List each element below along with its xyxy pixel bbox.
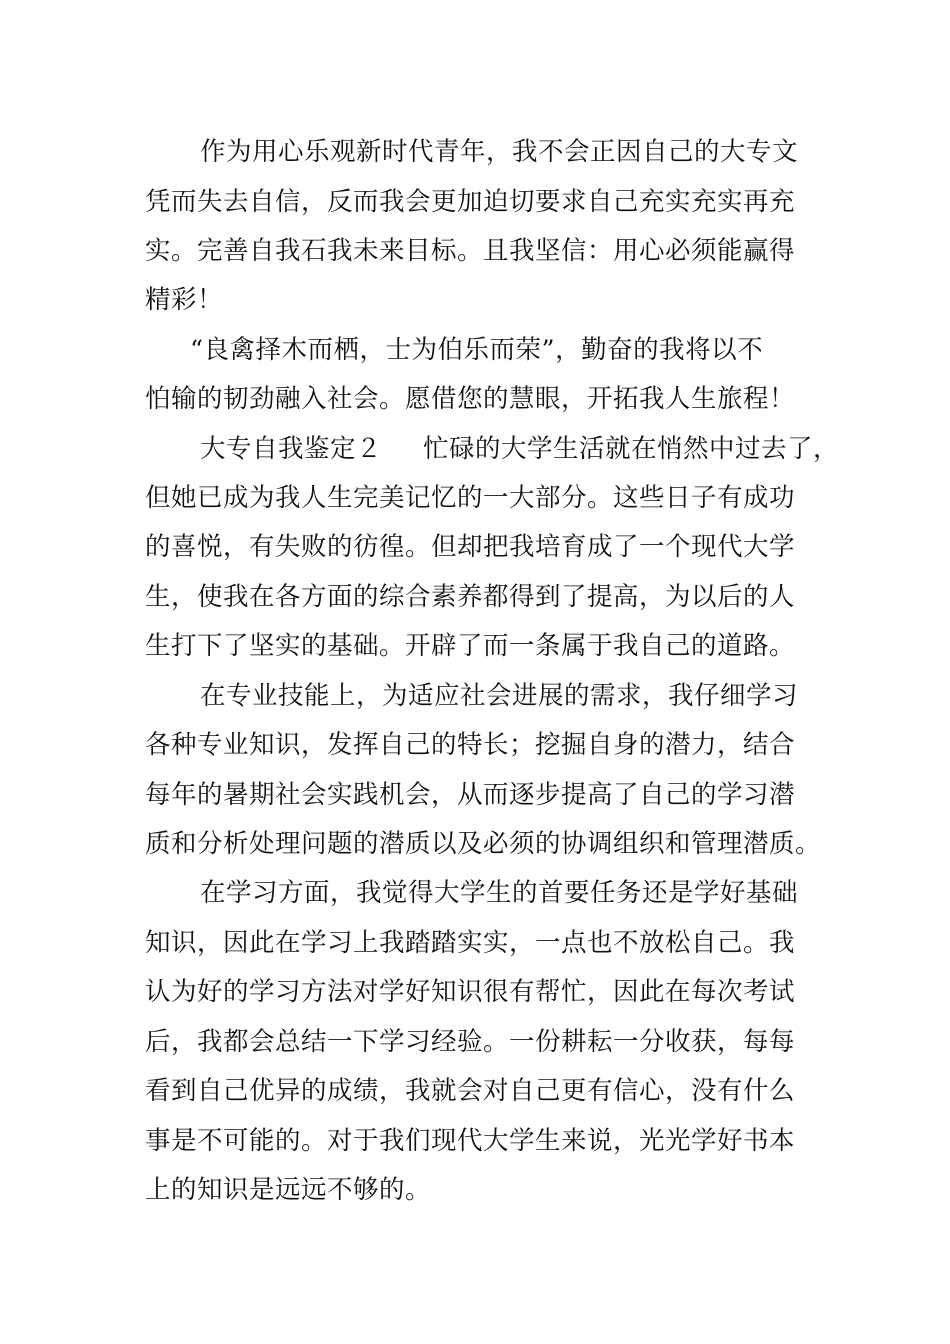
paragraph-5-line-5: 看到自己优异的成绩，我就会对自己更有信心，没有什么 — [145, 1076, 796, 1106]
paragraph-4-line-3: 每年的暑期社会实践机会，从而逐步提高了自己的学习潜 — [145, 780, 796, 810]
paragraph-5-line-7: 上的知识是远远不够的。 — [145, 1175, 432, 1205]
paragraph-1-line-2: 凭而失去自信，反而我会更加迫切要求自己充实充实再充 — [145, 187, 796, 217]
paragraph-2-line-1: “良禽择木而栖，士为伯乐而荣”，勤奋的我将以不 — [190, 335, 764, 365]
paragraph-5-line-6: 事是不可能的。对于我们现代大学生来说，光光学好书本 — [145, 1126, 796, 1156]
paragraph-5-line-4: 后，我都会总结一下学习经验。一份耕耘一分收获，每每 — [145, 1027, 796, 1057]
paragraph-3-line-1 — [200, 429, 920, 469]
paragraph-3-line-3: 的喜悦，有失败的彷徨。但却把我培育成了一个现代大学 — [145, 532, 796, 562]
paragraph-2-line-2: 怕输的韧劲融入社会。愿借您的慧眼，开拓我人生旅程！ — [145, 384, 796, 414]
paragraph-5-line-2: 知识，因此在学习上我踏踏实实，一点也不放松自己。我 — [145, 928, 796, 958]
paragraph-3-line-5: 生打下了坚实的基础。开辟了而一条属于我自己的道路。 — [145, 631, 796, 661]
paragraph-4-line-4: 质和分析处理问题的潜质以及必须的协调组织和管理潜质。 — [145, 829, 822, 859]
paragraph-3-line-2: 但她已成为我人生完美记忆的一大部分。这些日子有成功 — [145, 483, 796, 513]
paragraph-3-line-4: 生，使我在各方面的综合素养都得到了提高，为以后的人 — [145, 582, 796, 612]
paragraph-5-line-1: 在学习方面，我觉得大学生的首要任务还是学好基础 — [200, 878, 799, 908]
paragraph-3-line-1-text: 忙碌的大学生活就在悄然中过去了， — [423, 434, 840, 464]
paragraph-5-line-3: 认为好的学习方法对学好知识很有帮忙，因此在每次考试 — [145, 977, 796, 1007]
paragraph-1-line-1: 作为用心乐观新时代青年，我不会正因自己的大专文 — [200, 137, 799, 167]
paragraph-4-line-2: 各种专业知识，发挥自己的特长；挖掘自身的潜力，结合 — [145, 730, 796, 760]
section-heading: 大专自我鉴定２ — [200, 434, 383, 464]
paragraph-1-line-3: 实。完善自我石我未来目标。且我坚信：用心必须能赢得 — [145, 236, 796, 266]
paragraph-1-line-4: 精彩！ — [145, 285, 224, 315]
paragraph-4-line-1: 在专业技能上，为适应社会进展的需求，我仔细学习 — [200, 681, 799, 711]
